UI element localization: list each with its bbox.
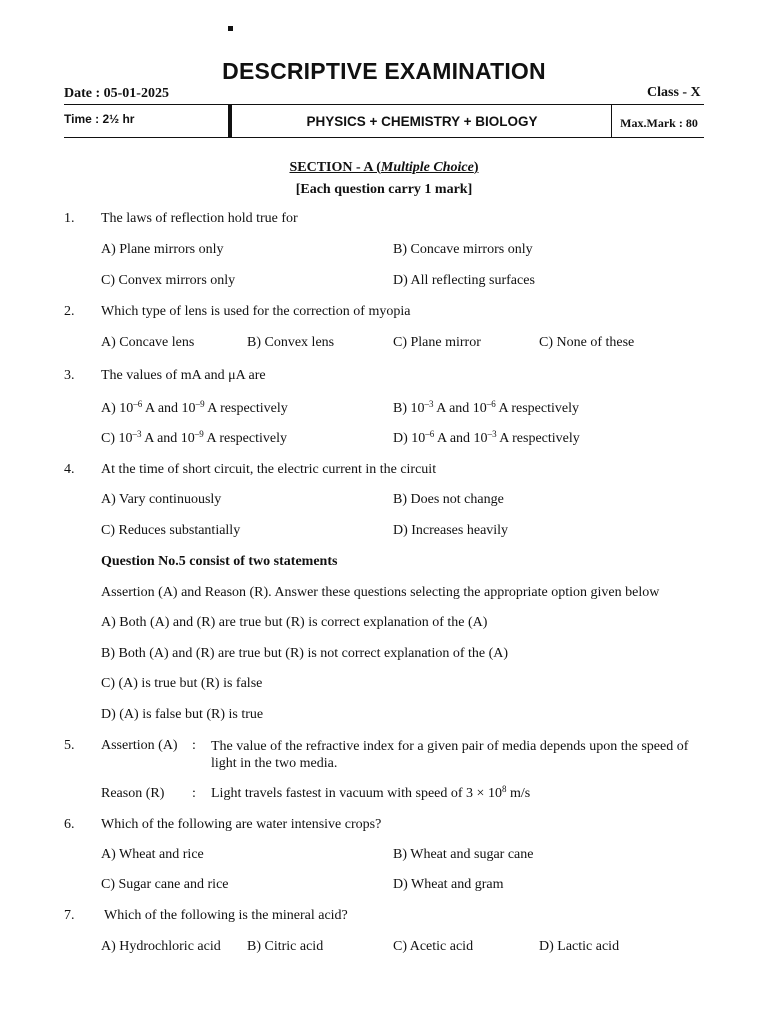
assertion-colon: :	[192, 738, 196, 753]
option-a: A) Concave lens	[101, 335, 195, 350]
assertion-text: The value of the refractive index for a given pair of media depends upon the speed of light in the two media.	[211, 739, 689, 771]
question-stem: Which type of lens is used for the correction of myopia	[101, 304, 411, 319]
reason-colon: :	[192, 786, 196, 801]
option-b: B) Concave mirrors only	[393, 242, 533, 257]
assertion-heading: Question No.5 consist of two statements	[101, 554, 338, 569]
assertion-intro: Assertion (A) and Reason (R). Answer these questions selecting the appropriate option given below	[101, 585, 660, 600]
option-d: D) Wheat and gram	[393, 877, 504, 892]
question-stem: At the time of short circuit, the electric current in the circuit	[101, 462, 437, 477]
section-note: [Each question carry 1 mark]	[295, 182, 473, 197]
header-divider-right	[611, 104, 612, 138]
reason-label: Reason (R)	[101, 786, 165, 801]
question-number: 5.	[64, 738, 75, 753]
exam-title: DESCRIPTIVE EXAMINATION	[222, 58, 546, 84]
option-b: B) Wheat and sugar cane	[393, 847, 534, 862]
option-b: B) Convex lens	[247, 335, 335, 350]
option-a: A) Wheat and rice	[101, 847, 204, 862]
question-number: 6.	[64, 817, 75, 832]
assertion-option-b: B) Both (A) and (R) are true but (R) is not correct explanation of the (A)	[101, 646, 509, 661]
option-c: C) Sugar cane and rice	[101, 877, 229, 892]
assertion-option-c: C) (A) is true but (R) is false	[101, 676, 263, 691]
option-a: A) Plane mirrors only	[101, 242, 224, 257]
option-c: C) Convex mirrors only	[101, 273, 236, 288]
question-stem: The laws of reflection hold true for	[101, 211, 298, 226]
question-stem: Which of the following is the mineral acid?	[104, 908, 348, 923]
option-c: C) Reduces substantially	[101, 523, 241, 538]
header-bottom-rule	[64, 137, 704, 138]
question-number: 2.	[64, 304, 75, 319]
option-b: B) Citric acid	[247, 939, 324, 954]
exam-time: Time : 2½ hr	[64, 112, 135, 126]
option-c: C) $10^{-3}$ A and $10^{-9}$ A respectively	[101, 429, 287, 446]
option-b: B) $10^{-3}$ A and $10^{-6}$ A respectively	[393, 399, 579, 416]
question-stem: Which of the following are water intensive crops?	[101, 817, 382, 832]
assertion-option-d: D) (A) is false but (R) is true	[101, 707, 264, 722]
option-c: C) Acetic acid	[393, 939, 474, 954]
question-number: 4.	[64, 462, 75, 477]
option-d: D) $10^{-6}$ A and $10^{-3}$ A respectively	[393, 429, 580, 446]
option-a: A) Hydrochloric acid	[101, 939, 221, 954]
reason-text: Light travels fastest in vacuum with speed of $3 \times 10^8$ m/s	[211, 784, 531, 801]
option-a: A) Vary continuously	[101, 492, 222, 507]
option-c: C) Plane mirror	[393, 335, 481, 350]
section-heading: SECTION - A (Multiple Choice)	[289, 160, 479, 175]
question-number: 3.	[64, 368, 75, 383]
exam-class: Class - X	[647, 85, 701, 100]
exam-max-mark: Max.Mark : 80	[620, 116, 698, 130]
assertion-label: Assertion (A)	[101, 738, 178, 753]
header-top-rule	[64, 104, 704, 105]
header-divider-left	[228, 104, 232, 138]
question-number: 7.	[64, 908, 75, 923]
exam-date: Date : 05-01-2025	[64, 86, 169, 101]
question-stem: The values of mA and μA are	[101, 368, 266, 383]
question-number: 1.	[64, 211, 75, 226]
option-d: D) Increases heavily	[393, 523, 509, 538]
option-a: A) $10^{-6}$ A and $10^{-9}$ A respectively	[101, 399, 288, 416]
option-b: B) Does not change	[393, 492, 504, 507]
option-d: D) Lactic acid	[539, 939, 620, 954]
exam-subjects: PHYSICS + CHEMISTRY + BIOLOGY	[306, 114, 538, 129]
assertion-option-a: A) Both (A) and (R) are true but (R) is correct explanation of the (A)	[101, 615, 488, 630]
stray-mark	[228, 26, 233, 31]
option-d: C) None of these	[539, 335, 635, 350]
option-d: D) All reflecting surfaces	[393, 273, 535, 288]
